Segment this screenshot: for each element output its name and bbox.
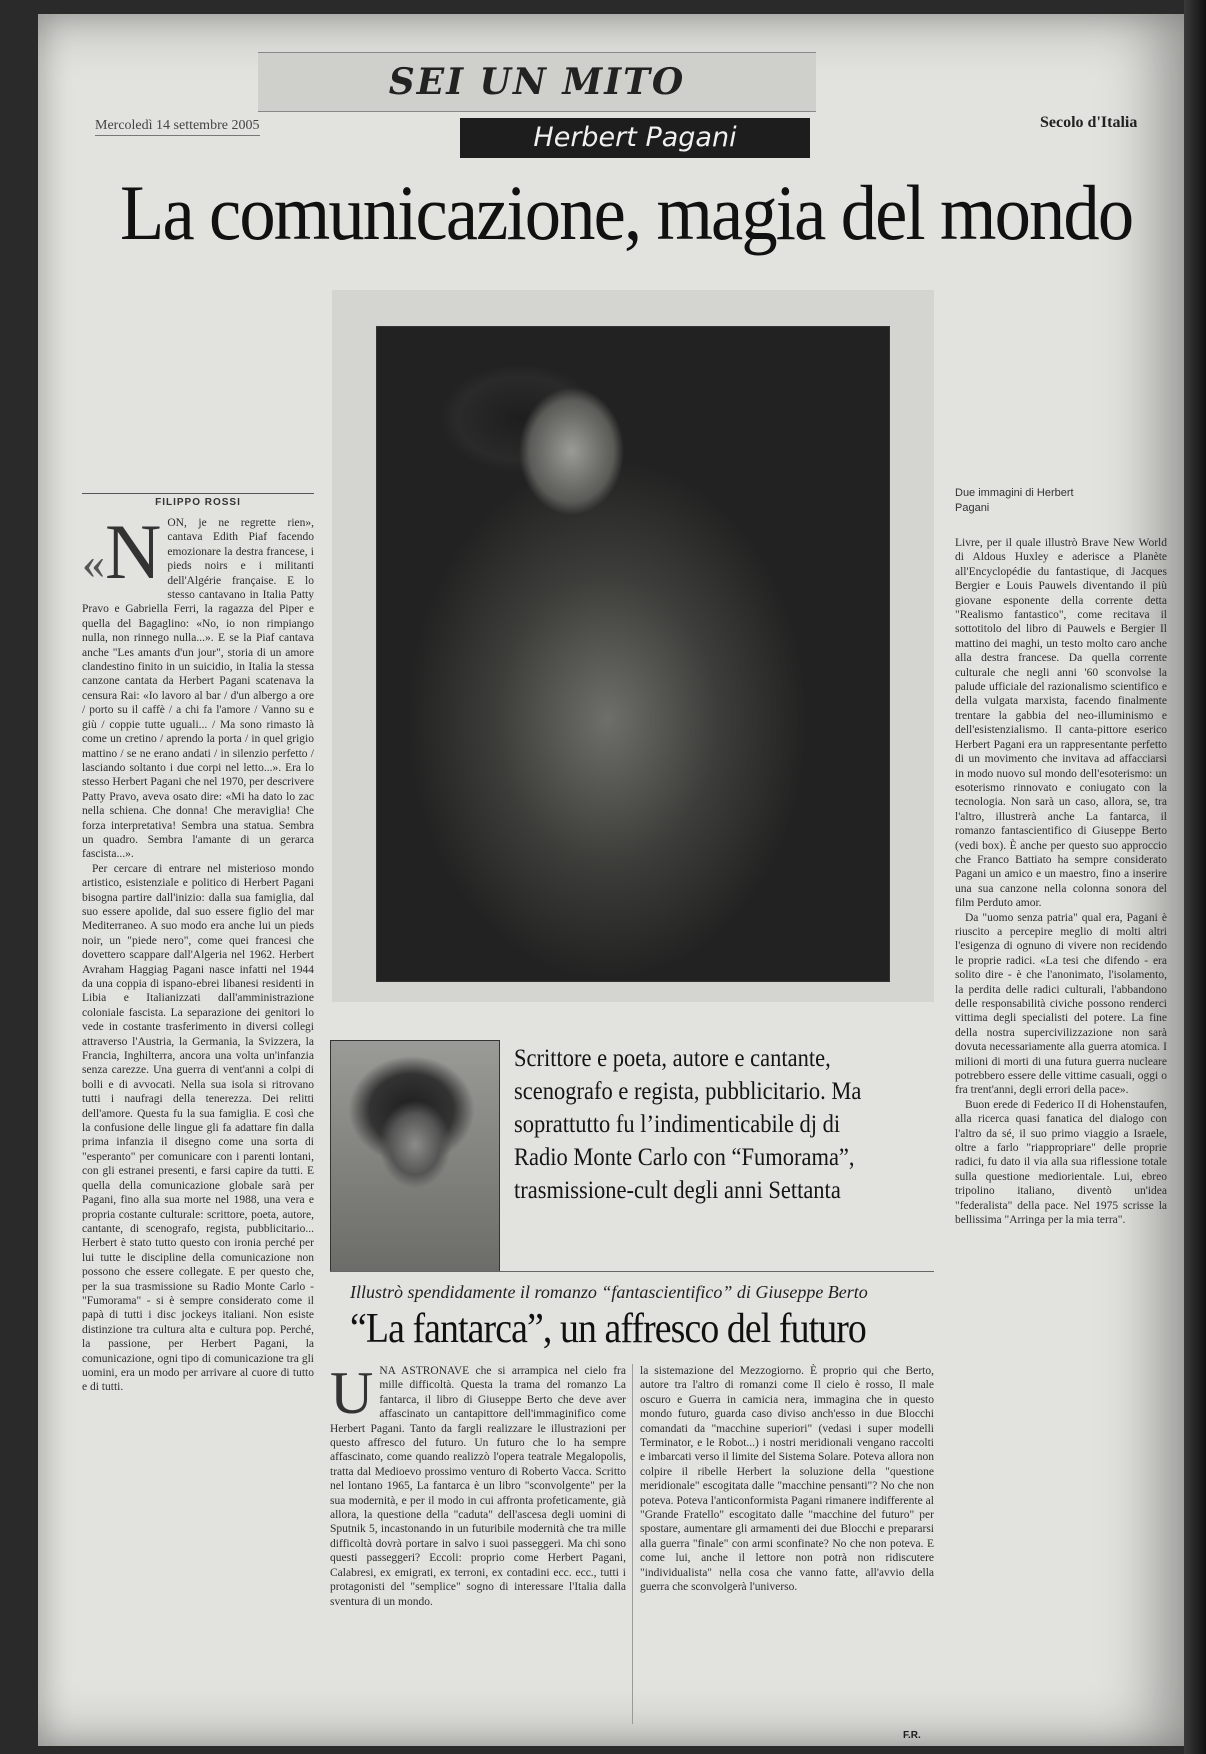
right-column-text: Livre, per il quale illustrò Brave New World di Aldous Huxley e aderisce a Planète all'Encyclopédie du fantastique, di Jacques Bergier e Louis Pauwels diventando il più giovane esponente della corrente detta "Realismo fantastico", come recitava il sottotitolo del libro di Pauwels e Bergier Il mattino dei maghi, un testo molto caro anche alla destra francese. Da quella corrente culturale che negli anni '60 sconvolse la palude ufficiale del razionalismo scientifico e della vulgata marxista, facendo finalmente trentare la gabbia del neo-illuminismo e dell'esistenzialismo. Il canta-pittore eserico Herbert Pagani era un rappresentante perfetto di un movimento che invitava ad affacciarsi in modo nuovo sul mondo dell'esoterismo: un esoterismo rinnovato e coniugato con la tecnologia. Non sarà un caso, allora, se, tra l'altro, illustrerà anche La fantarca, il romanzo fantascientifico di Giuseppe Berto (vedi box). È anche per questo suo approccio che Franco Battiato ha sempre considerato Pagani un amico e un maestro, fino a inserire una sua canzone nella colonna sonora del film Perduto amor. (955, 537, 1167, 910)
box-kicker: Illustrò spendidamente il romanzo “fantascientifico” di Giuseppe Berto (350, 1282, 868, 1302)
section-masthead (258, 52, 816, 112)
column-separator (632, 1364, 633, 1724)
box-signature: F.R. (903, 1730, 921, 1741)
box-column-1 (330, 1364, 626, 1729)
box-title: “La fantarca”, un affresco del futuro (350, 1306, 866, 1352)
guillemet-mark: « (82, 537, 105, 588)
dateline-rule (95, 135, 260, 136)
drop-cap-letter: N (105, 516, 162, 595)
box-rule (330, 1271, 934, 1272)
paper-name: Secolo d'Italia (1040, 114, 1138, 131)
box-column-2 (640, 1364, 934, 1724)
article-headline: La comunicazione, magia del mondo (120, 169, 1133, 256)
portrait-photo-small (330, 1040, 500, 1272)
left-column (82, 516, 314, 1731)
pull-quote: Scrittore e poeta, autore e cantante, scenografo e regista, pubblicitario. Ma soprattutto fu l’indimenticabile dj di Radio Monte Carlo con “Fumorama”, trasmissione-cult degli anni Settanta (514, 1045, 862, 1204)
byline: FILIPPO ROSSI (82, 493, 314, 508)
box-column-2-text: la sistemazione del Mezzogiorno. È proprio qui che Berto, autore tra l'altro di romanzi come Il cielo è rosso, Il male oscuro e Guerra in camicia nera, immagina che in questo mondo futuro, guarda caso diviso anch'esso in due Blocchi comandati da "macchine superiori" (vedasi i super modelli Terminator, e le Robot...) i nostri meridionali vengano raccolti e imbarcati verso il limite del Sistema Solare. Poteva allora non colpire il ribelle Herbert la soluzione della "questione meridionale" escogitata dalle "macchine pensanti"? No che non poteva. Poteva l'anticonformista Pagani rimanere indifferente al "Grande Fratello" escogitato dalle "macchine del futuro" per spostare, aumentare gli armamenti dei due Blocchi e prepararsi alla guerra "finale" con armi sconfinate? No che non poteva. E come lui, anche il lettore non potrà non ridiscutere "individualista" nella cosa che vanno fatte, all'avvio della guerra che sconvolgerà l'universo. (640, 1365, 934, 1594)
drop-cap (82, 516, 162, 595)
dateline: Mercoledì 14 settembre 2005 (95, 118, 260, 133)
right-column-text-3: Buon erede di Federico II di Hohenstaufen, alla ricerca quasi fanatica del dialogo con l'altro da sé, il suo primo viaggio a Israele, oltre a farlo "riappropriare" delle proprie radici, fu dato il via alla sua riflessione totale sulla questione mediorientale. Lui, ebreo tripolino italiano, diventò un'idea "federalista" della pace. Nel 1975 scrisse la bellissima "Arringa per la mia terra". (955, 1098, 1167, 1227)
portrait-photo-main (376, 326, 890, 982)
right-column (955, 536, 1167, 1731)
section-title: SEI UN MITO (388, 61, 686, 103)
photo-caption: Due immagini di Herbert Pagani (955, 487, 1074, 514)
subject-banner: Herbert Pagani (460, 118, 810, 158)
left-column-text: ON, je ne regrette rien», cantava Edith Piaf facendo emozionare la destra francese, i pieds noirs e i militanti dell'Algérie française. E lo stesso cantavano in Italia Patty Pravo e Gabriella Ferri, la ragazza del Piper e quella del Bagaglino: «No, io non rimpiango nulla, non rinnego nulla...». E se la Piaf cantava anche "Les amants d'un jour", storia di un amore clandestino finito in un suicidio, in Italia la stessa canzone cantata da Herbert Pagani scatenava la censura Rai: «Io lavoro al bar / d'un albergo a ore / porto su il caffè / a chi fa l'amore / Vanno su e giù / coppie tutte uguali... / Ma sono rimasto là come un cretino / aprendo la porta / in quel grigio mattino / se ne erano andati / in silenzio perfetto / lasciando soltanto i due corpi nel letto...». Era lo stesso Herbert Pagani che nel 1970, per descrivere Patty Pravo, aveva osato dire: «Mi ha dato lo zac nella schiena. Che donna! Che meraviglia! Che forza interpretativa! Sembra una statua. Sembra un quadro. Sembra l'amante di un gerarca fascista...». (82, 517, 314, 861)
box-drop-cap: U (330, 1364, 374, 1426)
left-column-text-2: Per cercare di entrare nel misterioso mondo artistico, esistenziale e politico di Herbert Pagani bisogna partire dall'inizio: dalla sua famiglia, dal suo essere apolide, dal suo essere figlio del mar Mediterraneo. A suo modo era anche lui un pieds noir, un "piede nero", come quei francesi che dovettero scappare dall'Algeria nel 1962. Herbert Avraham Haggiag Pagani nasce infatti nel 1944 da una coppia di ispano-ebrei libanesi residenti in Libia e Italianizzati dall'amministrazione coloniale fascista. La separazione dei genitori lo vede in costante trasferimento in diversi collegi attraverso l'Austria, la Germania, la Svizzera, la Francia, Inghilterra, ancora una volta un'infanzia senza carezze. Una guerra di vent'anni a colpi di bolli e di avvocati. Nella sua isola si ritrovano tutti i naufragi della tenerezza. Dei relitti dell'amore. Questa fu la sua famiglia. E così che la confusione delle lingue gli fa adattare fin dalla prima infanzia il disegno come una sorta di "esperanto" per comunicare con i parenti lontani, con gli estranei presenti, e farsi capire da tutti. E quella della comunicazione globale sarà per Pagani, fino alla sua morte nel 1988, una vera e propria costante culturale: scrittore, poeta, autore, cantante, di scenografo, regista, pubblicitario... Herbert è stato tutto questo con ironia perché per lui tutte le discipline della comunicazione non possono che essere collegate. E per questo che, per la sua trasmissione su Radio Monte Carlo - "Fumorama" - si è sempre considerato come il papà di tutti i disc jockeys italiani. Non esiste distinzione tra cultura alta e cultura pop. Perché, la passione, per Herbert Pagani, la comunicazione, ogni tipo di comunicazione tra gli uomini, era un modo per arrivare al cuore di tutto e di tutti. (82, 862, 314, 1394)
box-column-1-text: NA ASTRONAVE che si arrampica nel cielo fra mille difficoltà. Questa la trama del romanzo La fantarca, il libro di Giuseppe Berto che deve aver affascinato un cantapittore dell'immaginifico come Herbert Pagani. Tanto da fargli realizzare le illustrazioni per questo affresco del futuro. Un futuro che lo ha sempre affascinato, come quando realizzò l'opera teatrale Megalopolis, tratta dal Medioevo prossimo venturo di Roberto Vacca. Scritto nel lontano 1965, La fantarca è un libro "sconvolgente" per la sua modernità, e per il modo in cui affronta profeticamente, già allora, la questione della "caduta" dell'ascesa degli uomini di Sputnik 5, incastonando in un futuribile modernità che tra mille difficoltà dovrà portare in salvo i suoi passeggeri. Ma chi sono questi passeggeri? Eccoli: proprio come Herbert Pagani, Calabresi, ex emigrati, ex terroni, ex contadini ecc. ecc., tutti i protagonisti del "semplice" sogno di interessare l'Italia dalla sventura di un mondo. (330, 1365, 626, 1608)
right-column-text-2: Da "uomo senza patria" qual era, Pagani è riuscito a percepire meglio di molti altri l'esigenza di ognuno di vivere non recidendo le proprie radici. «La tesi che difendo - era solito dire - è che l'anonimato, l'isolamento, la perdita delle radici culturali, l'abbandono delle responsabilità civiche possono renderci vittima degli specialisti del potere. La fine della nostra supercivilizzazione non sarà dovuta necessariamente alla guerra atomica. I milioni di morti di una futura guerra nucleare potrebbero essere delle vittime casuali, oggi o fra trent'anni, degli errori della pace». (955, 911, 1167, 1097)
page-edge (1184, 0, 1206, 1754)
